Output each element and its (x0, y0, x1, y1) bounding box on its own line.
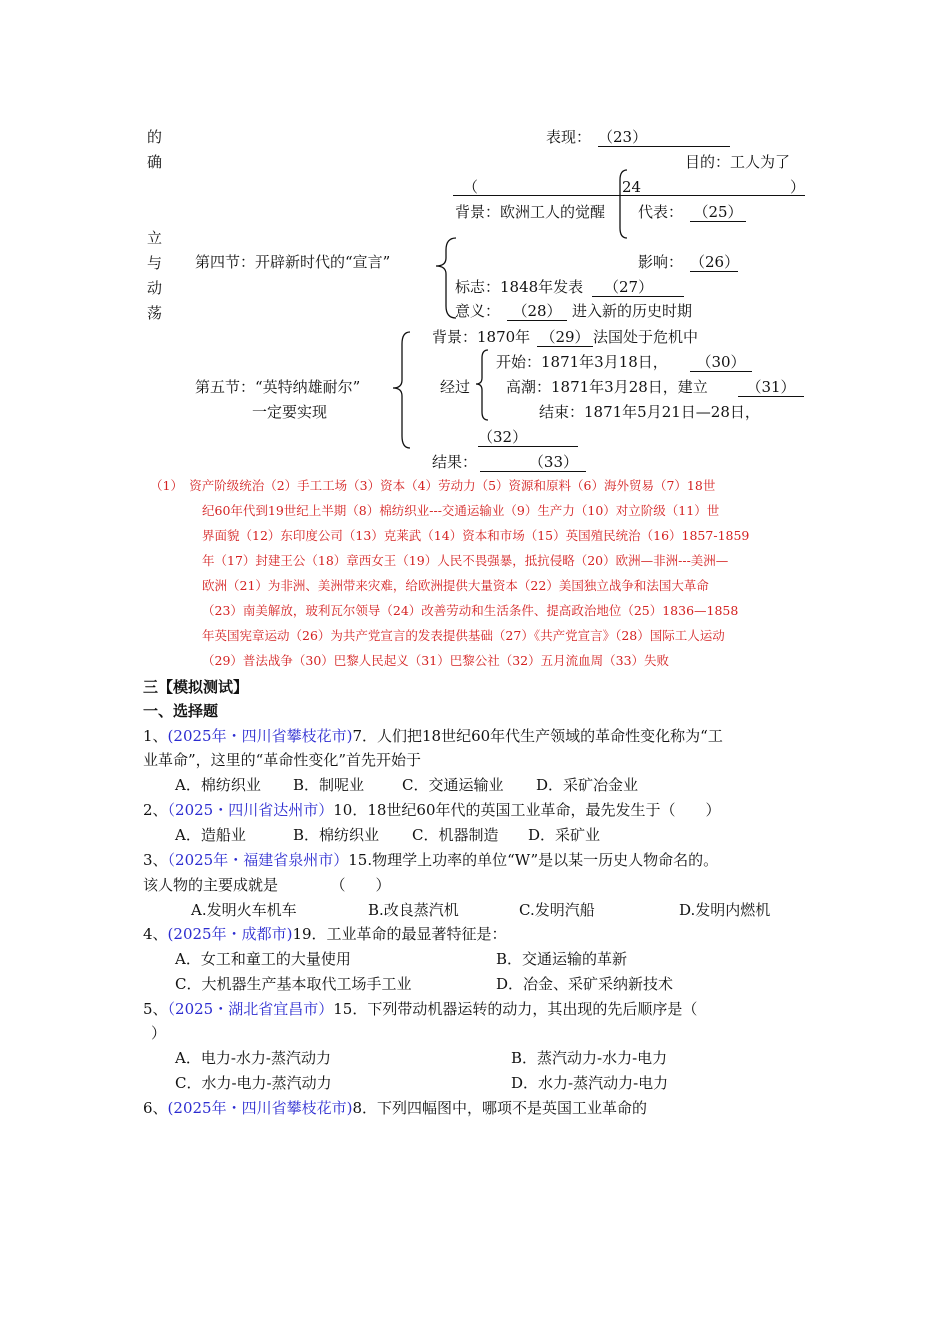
question-stem-cont: 业革命”，这里的“革命性变化”首先开始于 (143, 751, 422, 769)
question-stem: 7．人们把18世纪60年代生产领域的革命性变化称为“工 (352, 727, 723, 745)
blank-23: （23） (598, 128, 730, 147)
option-b[interactable]: B．制呢业 (293, 776, 365, 794)
bracket-jingguo (474, 348, 490, 422)
question-stem-cont: ） (151, 1024, 167, 1042)
question-source: （2025・四川省达州市） (167, 801, 334, 819)
question-number: 3、 (143, 851, 168, 869)
kaishi-label: 开始：1871年3月18日， (496, 353, 668, 371)
answer-line: 纪60年代到19世纪上半期（8）棉纺织业---交通运输业（9）生产力（10）对立阶级（11）世 (202, 503, 720, 518)
beijing5-label: 背景：1870年 (432, 328, 531, 346)
option-d[interactable]: D．采矿业 (528, 826, 601, 844)
answer-line: （29）普法战争（30）巴黎人民起义（31）巴黎公社（32）五月流血周（33）失败 (202, 653, 670, 668)
option-b[interactable]: B．交通运输的革新 (496, 950, 628, 968)
question-stem: 15．下列带动机器运转的动力，其出现的先后顺序是（ (333, 1000, 698, 1018)
side-char: 与 (147, 254, 163, 272)
answer-line: 年（17）封建王公（18）章西女王（19）人民不畏强暴，抵抗侵略（20）欧洲—非洲---美洲— (202, 553, 729, 568)
side-char: 确 (147, 153, 163, 171)
answer-line: 年英国宪章运动（26）为共产党宣言的发表提供基础（27）《共产党宣言》（28）国际工人运动 (202, 628, 725, 643)
bracket-small (617, 168, 629, 240)
question-1 (143, 727, 723, 745)
section3-title: 三【模拟测试】 (143, 678, 249, 696)
option-a[interactable]: A．造船业 (175, 826, 246, 844)
gaochao-label: 高潮：1871年3月28日，建立 (506, 378, 708, 396)
blank-25: （25） (690, 203, 746, 222)
option-d[interactable]: D．冶金、采矿采纳新技术 (496, 975, 674, 993)
question-3 (143, 851, 718, 869)
beijing5-rest: 法国处于危机中 (593, 328, 699, 346)
question-4 (143, 925, 507, 943)
question-6 (143, 1099, 647, 1117)
blank-30: （30） (690, 353, 752, 372)
option-a[interactable]: A．电力-水力-蒸汽动力 (175, 1049, 331, 1067)
blank-24: 24 (622, 178, 642, 196)
option-c[interactable]: C．交通运输业 (402, 776, 504, 794)
blank-31: （31） (738, 378, 804, 397)
blank-28: （28） (507, 302, 567, 321)
option-d[interactable]: D．水力-蒸汽动力-电力 (511, 1074, 669, 1092)
bracket-sec5 (390, 330, 412, 450)
question-source: （2025・湖北省宜昌市） (167, 1000, 334, 1018)
question-stem: 15.物理学上功率的单位“W”是以某一历史人物命名的。 (348, 851, 719, 869)
mudi-label: 目的：工人为了 (685, 153, 791, 171)
side-char: 动 (147, 279, 163, 297)
question-number: 6、 (143, 1099, 168, 1117)
blank-32: （32） (478, 428, 578, 447)
yiyi-label: 意义： (455, 302, 501, 320)
side-char: 荡 (147, 304, 163, 322)
blank-27: （27） (592, 278, 684, 297)
beijing-label: 背景：欧洲工人的觉醒 (455, 203, 606, 221)
paren-close: ） (790, 178, 806, 196)
answer-line: 界面貌（12）东印度公司（13）克莱武（14）资本和市场（15）英国殖民统治（16）1857-1859 (202, 528, 750, 543)
yiyi-rest: 进入新的历史时期 (572, 302, 693, 320)
side-char: 的 (147, 128, 163, 146)
question-source: (2025年・成都市) (167, 925, 293, 943)
jieshu-label: 结束：1871年5月21日—28日， (539, 403, 760, 421)
jieguo-label: 结果： (432, 453, 478, 471)
question-source: (2025年・四川省攀枝花市) (167, 1099, 353, 1117)
biaozhi-label: 标志：1848年发表 (455, 278, 584, 296)
bracket-sec4 (428, 236, 458, 320)
answer-line: 欧洲（21）为非洲、美洲带来灾难，给欧洲提供大量资本（22）美国独立战争和法国大革命 (202, 578, 709, 593)
blank-29: （29） (537, 328, 593, 347)
yingxiang-label: 影响： (638, 253, 684, 271)
sec5-title-2: 一定要实现 (252, 403, 328, 421)
option-b[interactable]: B．棉纺织业 (293, 826, 380, 844)
option-b[interactable]: B.改良蒸汽机 (368, 901, 459, 919)
blank-33: （33） (480, 453, 586, 472)
daibiao-label: 代表： (638, 203, 684, 221)
section3-subtitle: 一、选择题 (143, 702, 219, 720)
question-source: (2025年・四川省攀枝花市) (167, 727, 353, 745)
question-stem: 19．工业革命的最显著特征是： (292, 925, 507, 943)
question-stem: 10．18世纪60年代的英国工业革命，最先发生于（ ） (333, 801, 721, 819)
sec5-title-1: 第五节：“英特纳雄耐尔” (195, 378, 361, 396)
option-c[interactable]: C．大机器生产基本取代工场手工业 (175, 975, 412, 993)
jingguo-label: 经过 (440, 378, 471, 396)
option-a[interactable]: A.发明火车机车 (191, 901, 297, 919)
option-a[interactable]: A．棉纺织业 (175, 776, 261, 794)
question-source: （2025年・福建省泉州市） (167, 851, 349, 869)
question-number: 5、 (143, 1000, 168, 1018)
option-d[interactable]: D.发明内燃机 (679, 901, 771, 919)
answer-line: （23）南美解放，玻利瓦尔领导（24）改善劳动和生活条件、提高政治地位（25）1836—1858 (202, 603, 739, 618)
question-5 (143, 1000, 697, 1018)
question-2 (143, 801, 721, 819)
paren-open: （ (463, 178, 479, 196)
question-number: 4、 (143, 925, 168, 943)
question-number: 2、 (143, 801, 168, 819)
option-a[interactable]: A．女工和童工的大量使用 (175, 950, 351, 968)
answer-line: （1） 资产阶级统治（2）手工工场（3）资本（4）劳动力（5）资源和原料（6）海外贸易（7）18世 (150, 478, 716, 493)
option-d[interactable]: D．采矿冶金业 (536, 776, 639, 794)
option-c[interactable]: C．机器制造 (412, 826, 499, 844)
side-char: 立 (147, 229, 163, 247)
option-c[interactable]: C.发明汽船 (519, 901, 595, 919)
biaoxian-label: 表现： (546, 128, 592, 146)
option-c[interactable]: C．水力-电力-蒸汽动力 (175, 1074, 332, 1092)
sec4-title: 第四节：开辟新时代的“宣言” (195, 253, 391, 271)
blank-26: （26） (690, 253, 740, 271)
question-number: 1、 (143, 727, 168, 745)
blank-24-line (453, 195, 805, 196)
option-b[interactable]: B．蒸汽动力-水力-电力 (511, 1049, 668, 1067)
question-stem: 8．下列四幅图中，哪项不是英国工业革命的 (352, 1099, 647, 1117)
question-stem-cont: 该人物的主要成就是 （ ） (143, 876, 391, 894)
